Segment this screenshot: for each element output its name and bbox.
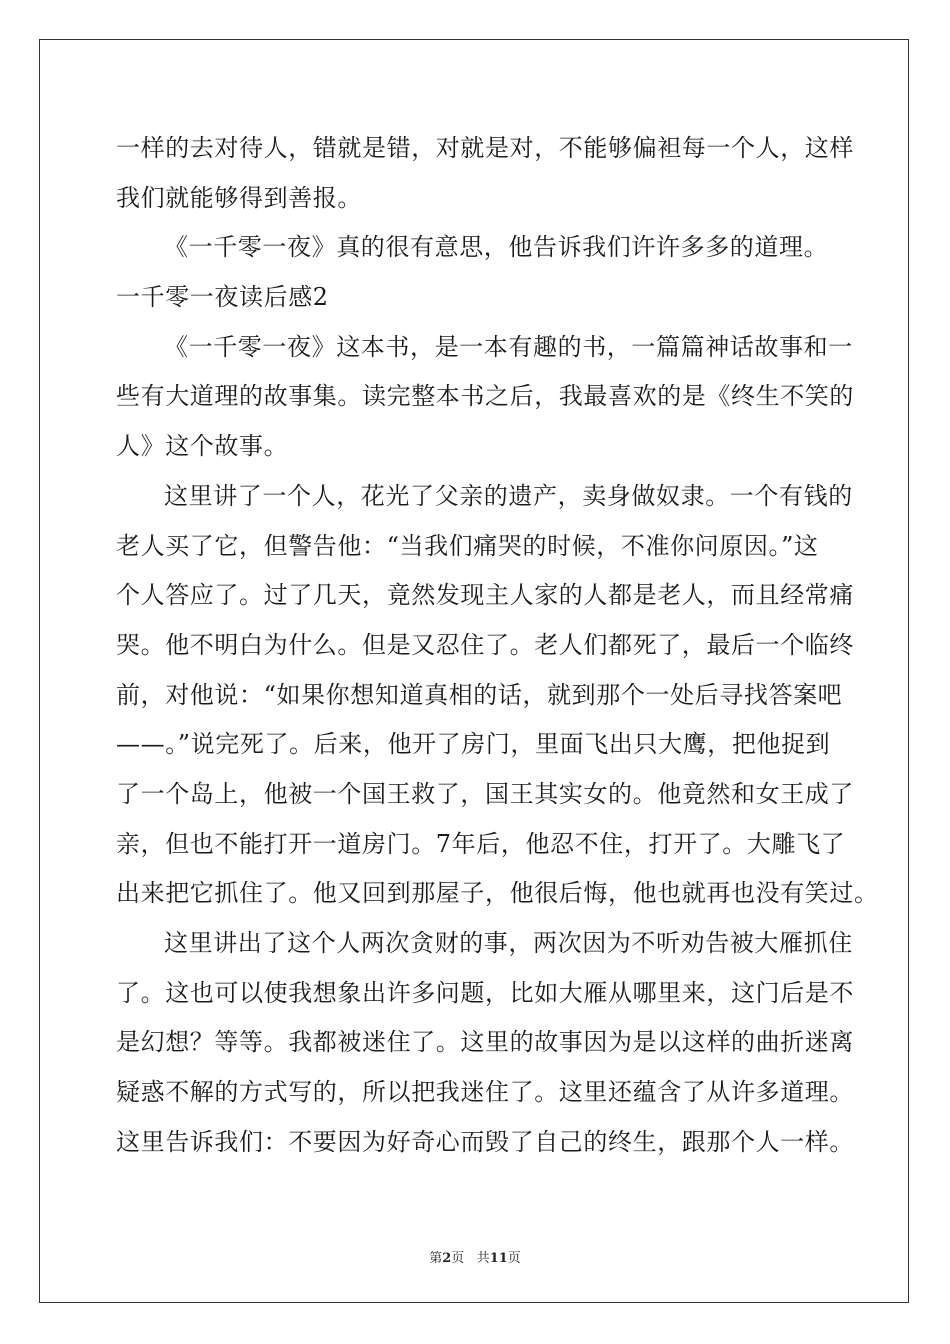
text-line: 个人答应了。过了几天，竟然发现主人家的人都是老人，而且经常痛 xyxy=(116,581,854,610)
page-suffix: 页 xyxy=(451,1251,465,1266)
total-suffix: 页 xyxy=(507,1251,521,1266)
text-line: 些有大道理的故事集。读完整本书之后，我最喜欢的是《终生不笑的 xyxy=(116,382,854,411)
text-line: 疑惑不解的方式写的，所以把我迷住了。这里还蕴含了从许多道理。 xyxy=(116,1078,854,1107)
text-line: 出来把它抓住了。他又回到那屋子，他很后悔，他也就再也没有笑过。 xyxy=(116,879,879,908)
text-line: 了。这也可以使我想象出许多问题，比如大雁从哪里来，这门后是不 xyxy=(116,978,854,1007)
text-line: 了一个岛上，他被一个国王救了，国王其实女的。他竟然和女王成了 xyxy=(116,779,854,808)
text-line: 这里告诉我们：不要因为好奇心而毁了自己的终生，跟那个人一样。 xyxy=(116,1127,854,1156)
text-line: 哭。他不明白为什么。但是又忍住了。老人们都死了，最后一个临终 xyxy=(116,630,854,659)
page-prefix: 第 xyxy=(429,1251,443,1266)
text-line: 亲，但也不能打开一道房门。7年后，他忍不住，打开了。大雕飞了 xyxy=(116,829,846,858)
paragraph-line: 《一千零一夜》这本书，是一本有趣的书，一篇篇神话故事和一 xyxy=(164,332,853,361)
text-line: 老人买了它，但警告他：“当我们痛哭的时候，不准你问原因。”这 xyxy=(116,531,819,560)
text-line: 是幻想？等等。我都被迷住了。这里的故事因为是以这样的曲折迷离 xyxy=(116,1028,854,1057)
paragraph-line: 这里讲了一个人，花光了父亲的遗产，卖身做奴隶。一个有钱的 xyxy=(164,481,853,510)
text-line: 人》这个故事。 xyxy=(116,432,289,461)
text-line: 我们就能够得到善报。 xyxy=(116,183,362,212)
page-footer xyxy=(0,1247,950,1266)
document-body xyxy=(116,124,879,1167)
text-line: ——。”说完死了。后来，他开了房门，里面飞出只大鹰，把他捉到 xyxy=(116,730,831,759)
paragraph-line: 这里讲出了这个人两次贪财的事，两次因为不听劝告被大雁抓住 xyxy=(164,929,853,957)
page-number: 2 xyxy=(442,1251,452,1266)
section-heading: 一千零一夜读后感2 xyxy=(116,283,329,312)
paragraph-line: 《一千零一夜》真的很有意思，他告诉我们许许多多的道理。 xyxy=(164,233,829,262)
text-line: 一样的去对待人，错就是错，对就是对，不能够偏袒每一个人，这样 xyxy=(116,134,854,162)
text-line: 前，对他说：“如果你想知道真相的话，就到那个一处后寻找答案吧 xyxy=(116,680,843,709)
total-prefix: 共 xyxy=(476,1251,490,1266)
total-pages: 11 xyxy=(489,1251,508,1266)
